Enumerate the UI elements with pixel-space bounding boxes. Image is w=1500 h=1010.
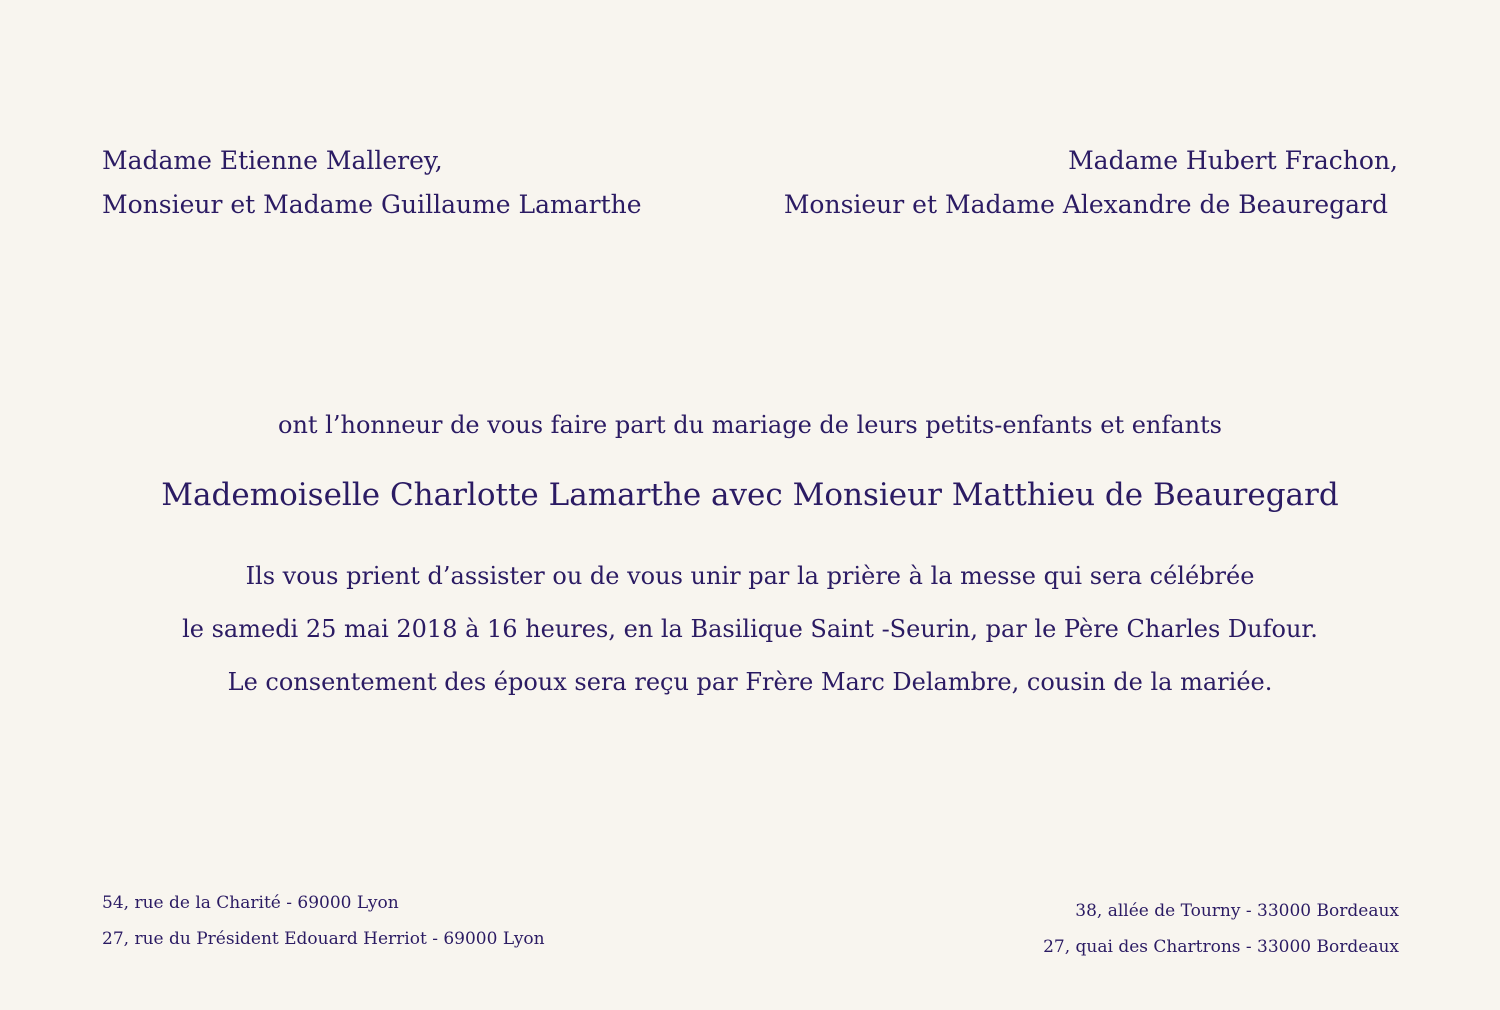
invitation-line: Ils vous prient d’assister ou de vous unir par la prière à la messe qui sera célébrée [245, 562, 1255, 590]
ceremony-details [0, 550, 1500, 709]
address-line: 27, quai des Chartrons - 33000 Bordeaux [1043, 937, 1399, 957]
groom-family-addresses [1043, 893, 1399, 965]
announcement-text: ont l’honneur de vous faire part du mariage de leurs petits-enfants et enfants [278, 411, 1222, 439]
groom-family-block [784, 139, 1398, 227]
bride-parents-name: Monsieur et Madame Guillaume Lamarthe [102, 190, 642, 219]
groom-parents-name: Monsieur et Madame Alexandre de Beauregard [783, 190, 1388, 219]
address-line: 27, rue du Président Edouard Herriot - 69000 Lyon [102, 929, 545, 949]
bride-family-addresses [102, 885, 545, 957]
couple-names: Mademoiselle Charlotte Lamarthe avec Monsieur Matthieu de Beauregard [161, 477, 1339, 513]
address-line: 38, allée de Tourny - 33000 Bordeaux [1075, 901, 1399, 921]
groom-grandparent-name: Madame Hubert Frachon, [1068, 146, 1398, 175]
address-line: 54, rue de la Charité - 69000 Lyon [102, 893, 399, 913]
bride-family-block [102, 139, 642, 227]
consent-line: Le consentement des époux sera reçu par Frère Marc Delambre, cousin de la mariée. [227, 668, 1273, 696]
date-location-line: le samedi 25 mai 2018 à 16 heures, en la Basilique Saint -Seurin, par le Père Charles Dufour. [182, 615, 1318, 643]
bride-grandparent-name: Madame Etienne Mallerey, [102, 146, 443, 175]
